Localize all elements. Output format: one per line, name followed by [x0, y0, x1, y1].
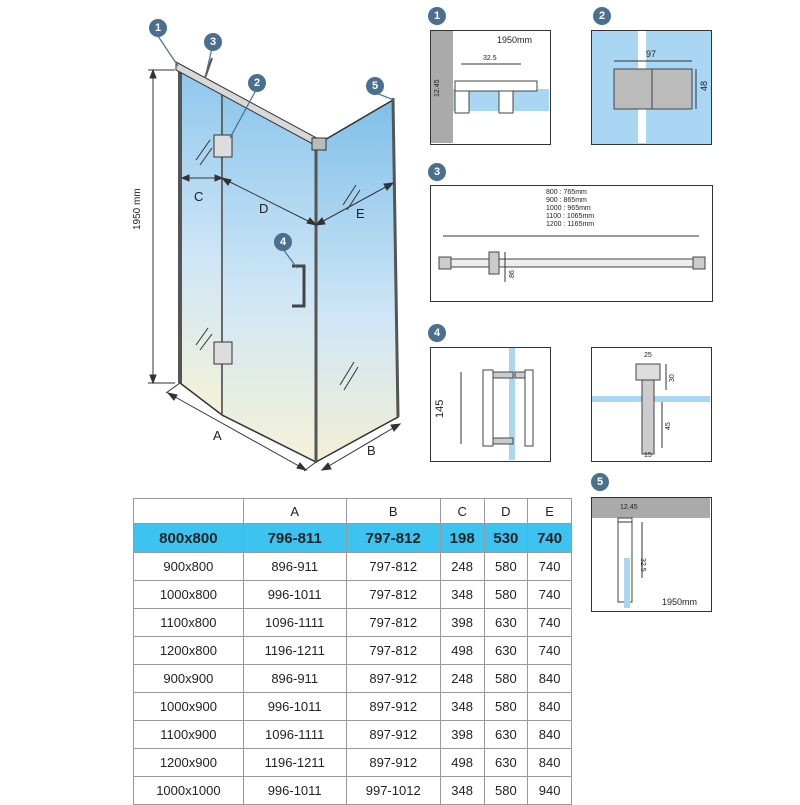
header-size — [134, 499, 244, 524]
header-a: A — [243, 499, 346, 524]
callout-3-badge: 3 — [204, 33, 222, 51]
table-row — [134, 524, 572, 553]
cell: 1100x800 — [134, 609, 244, 637]
cell: 630 — [484, 609, 528, 637]
cell: 840 — [528, 693, 572, 721]
cell: 398 — [440, 609, 484, 637]
hinge-bottom — [214, 342, 232, 364]
cell: 1196-1211 — [243, 637, 346, 665]
detail-1-badge: 1 — [428, 7, 446, 25]
table-row — [134, 609, 572, 637]
cell: 796-811 — [243, 524, 346, 553]
cell: 897-912 — [346, 665, 440, 693]
callout-2-badge: 2 — [248, 74, 266, 92]
dim-e-label: E — [356, 206, 365, 221]
dim-c-label: C — [194, 189, 204, 204]
cell: 797-812 — [346, 581, 440, 609]
cell: 896-911 — [243, 553, 346, 581]
detail-4b-panel — [591, 347, 712, 462]
detail-4-badge: 4 — [428, 324, 446, 342]
cell: 580 — [484, 693, 528, 721]
cell: 797-812 — [346, 524, 440, 553]
table-row — [134, 777, 572, 805]
cell: 1200x900 — [134, 749, 244, 777]
size-1200: 1200 : 1165mm — [546, 221, 595, 228]
cell: 580 — [484, 777, 528, 805]
detail-1-panel — [430, 30, 551, 145]
cell: 900x900 — [134, 665, 244, 693]
table-row — [134, 693, 572, 721]
cell: 1000x1000 — [134, 777, 244, 805]
cell: 740 — [528, 637, 572, 665]
detail-2-width: 97 — [646, 49, 657, 59]
detail-3-dim: 86 — [509, 270, 516, 278]
cell: 1196-1211 — [243, 749, 346, 777]
detail-3-badge: 3 — [428, 163, 446, 181]
cell: 348 — [440, 777, 484, 805]
cell: 348 — [440, 693, 484, 721]
header-d: D — [484, 499, 528, 524]
cell: 398 — [440, 721, 484, 749]
detail-2-badge: 2 — [593, 7, 611, 25]
cell: 996-1011 — [243, 693, 346, 721]
cell: 997-1012 — [346, 777, 440, 805]
cell: 740 — [528, 524, 572, 553]
detail-2-panel — [591, 30, 712, 145]
table-row — [134, 665, 572, 693]
cell: 897-912 — [346, 693, 440, 721]
cell: 580 — [484, 553, 528, 581]
header-b: B — [346, 499, 440, 524]
callout-4-badge: 4 — [274, 233, 292, 251]
detail-1-dim-top: 32.5 — [483, 55, 497, 62]
callout-5-badge: 5 — [366, 77, 384, 95]
detail-4a-dim: 145 — [434, 399, 446, 418]
detail-5-height: 1950mm — [662, 597, 698, 607]
size-800: 800 : 765mm — [546, 189, 587, 196]
cell: 897-912 — [346, 749, 440, 777]
dim-b-label: B — [367, 443, 376, 458]
cell: 797-812 — [346, 553, 440, 581]
detail-3-sizes — [546, 189, 594, 229]
cell: 580 — [484, 581, 528, 609]
table-row — [134, 637, 572, 665]
cell: 580 — [484, 665, 528, 693]
dim-d-label: D — [259, 201, 269, 216]
callout-1-badge: 1 — [149, 19, 167, 37]
detail-2-height: 48 — [699, 80, 709, 91]
cell: 198 — [440, 524, 484, 553]
size-1100: 1100 : 1065mm — [546, 213, 595, 220]
header-e: E — [528, 499, 572, 524]
table-row — [134, 721, 572, 749]
cell: 996-1011 — [243, 777, 346, 805]
cell: 630 — [484, 721, 528, 749]
detail-5-badge: 5 — [591, 473, 609, 491]
door-glass-panel — [222, 92, 316, 462]
cell: 1000x900 — [134, 693, 244, 721]
header-c: C — [440, 499, 484, 524]
cell: 630 — [484, 637, 528, 665]
cell: 797-812 — [346, 637, 440, 665]
cell: 900x800 — [134, 553, 244, 581]
cell: 1096-1111 — [243, 609, 346, 637]
cell: 797-812 — [346, 609, 440, 637]
shower-enclosure-diagram — [0, 0, 420, 490]
cell: 740 — [528, 553, 572, 581]
detail-4b-mid: 45 — [665, 422, 672, 430]
detail-1-height: 1950mm — [497, 35, 533, 45]
detail-4b-bottom: 15 — [644, 452, 652, 459]
dim-a-label: A — [213, 428, 222, 443]
detail-5-panel — [591, 497, 712, 612]
table-row — [134, 749, 572, 777]
cell: 248 — [440, 665, 484, 693]
cell: 896-911 — [243, 665, 346, 693]
cell: 940 — [528, 777, 572, 805]
cell: 800x800 — [134, 524, 244, 553]
height-label: 1950 mm — [132, 188, 143, 230]
size-900: 900 : 865mm — [546, 197, 587, 204]
table-header-row — [134, 499, 572, 524]
cell: 498 — [440, 749, 484, 777]
cell: 630 — [484, 749, 528, 777]
cell: 840 — [528, 721, 572, 749]
cell: 840 — [528, 749, 572, 777]
side-glass-panel — [316, 100, 398, 462]
table-row — [134, 553, 572, 581]
cell: 1200x800 — [134, 637, 244, 665]
cell: 530 — [484, 524, 528, 553]
detail-4b-side: 30 — [669, 374, 676, 382]
cell: 840 — [528, 665, 572, 693]
detail-3-panel — [430, 185, 713, 302]
dimensions-table — [133, 498, 572, 805]
cell: 897-912 — [346, 721, 440, 749]
cell: 740 — [528, 609, 572, 637]
cell: 248 — [440, 553, 484, 581]
cell: 348 — [440, 581, 484, 609]
detail-1-dim-side: 12.45 — [434, 79, 441, 97]
detail-5-side: 32.5 — [639, 558, 646, 572]
cell: 1096-1111 — [243, 721, 346, 749]
cell: 498 — [440, 637, 484, 665]
cell: 1000x800 — [134, 581, 244, 609]
detail-5-top: 12.45 — [620, 504, 638, 511]
detail-4a-panel — [430, 347, 551, 462]
cell: 1100x900 — [134, 721, 244, 749]
detail-4b-top: 25 — [644, 352, 652, 359]
cell: 996-1011 — [243, 581, 346, 609]
cell: 740 — [528, 581, 572, 609]
size-1000: 1000 : 965mm — [546, 205, 591, 212]
table-row — [134, 581, 572, 609]
hinge-top — [214, 135, 232, 157]
